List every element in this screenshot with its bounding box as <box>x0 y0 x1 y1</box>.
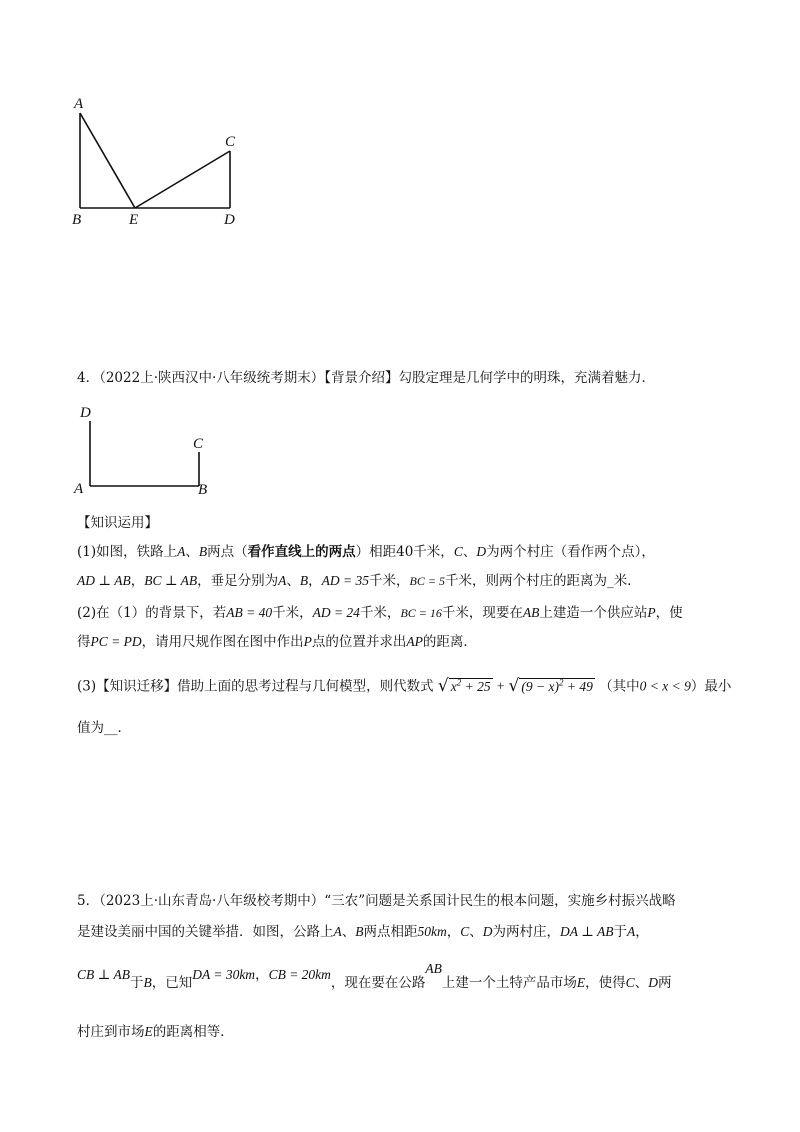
math-d: D <box>476 544 487 559</box>
label-b: B <box>198 482 208 497</box>
math-e: E <box>576 975 586 990</box>
math-bc-5: BC = 5 <box>409 574 445 588</box>
text: ，垂足分别为 <box>197 573 279 589</box>
math-cb-20km: CB = 20km <box>268 967 331 982</box>
text: ）相距40千米， <box>355 544 454 560</box>
text: 、 <box>185 544 199 560</box>
q4-number: 4． <box>77 370 100 386</box>
text: 、 <box>286 573 300 589</box>
text: 千米， <box>272 605 313 621</box>
math-c: C <box>625 975 635 990</box>
text: 千米， <box>369 573 410 589</box>
text: 于 <box>613 924 627 940</box>
q4-p2-line1 <box>77 603 683 623</box>
text: 借助上面的思考过程与几何模型，则代数式 <box>177 678 434 695</box>
text: 点的位置并求出 <box>311 634 407 650</box>
text: ， <box>255 967 269 983</box>
q5-number: 5． <box>77 893 100 909</box>
q4-p3-line1 <box>77 672 731 697</box>
label-a: A <box>74 481 84 497</box>
q4-bg-text: 勾股定理是几何学中的明珠，充满着魅力． <box>398 370 656 386</box>
q4-header <box>77 368 655 388</box>
label-d: D <box>80 405 91 421</box>
q4-p1-line1 <box>77 542 655 562</box>
text: ，已知 <box>151 975 193 991</box>
segment-ec <box>135 151 230 208</box>
text: 于 <box>129 975 144 991</box>
label-a: A <box>74 96 84 112</box>
math-ap: AP <box>406 634 423 649</box>
term: (9 − x) <box>521 678 559 694</box>
text: 、 <box>341 924 356 940</box>
text: “三农”问题是关系国计民生的根本问题，实施乡村振兴战略 <box>324 893 676 909</box>
math-d: D <box>482 924 493 939</box>
q4-p1-line2 <box>77 571 641 591</box>
math-b: B <box>143 975 152 990</box>
math-e: E <box>144 1024 153 1039</box>
text: 上建一个土特产品市场 <box>441 975 577 991</box>
text: ， <box>635 924 649 940</box>
math-ad-35: AD = 35 <box>321 573 370 588</box>
math-a: A <box>177 544 186 559</box>
math-50km: 50km <box>417 924 447 939</box>
figure-abecd <box>60 90 260 235</box>
label-b: B <box>72 212 82 228</box>
math-cb-perp-ab: CB ⊥ AB <box>77 967 130 982</box>
math-p: P <box>647 605 656 620</box>
math-pc-eq-pd: PC = PD <box>90 634 142 649</box>
text: 两点相距 <box>363 924 418 940</box>
text: 是建设美丽中国的关键举措．如图，公路上 <box>77 924 334 940</box>
text: ， <box>446 924 461 940</box>
exponent: 2 <box>456 677 462 687</box>
text: (1)如图，铁路上 <box>77 544 178 560</box>
text: （其中 <box>599 678 640 695</box>
text: 两 <box>657 975 672 991</box>
label-c: C <box>193 436 204 452</box>
text: 的距离相等． <box>152 1024 234 1040</box>
text: 为两个村庄（看作两个点）， <box>486 544 655 560</box>
math-condition: 0 < x < 9 <box>639 678 691 694</box>
math-da-perp-ab: DA ⊥ AB <box>560 924 614 939</box>
text: ）最小 <box>690 678 732 695</box>
figure-dabc <box>62 402 222 497</box>
math-ab-40: AB = 40 <box>226 605 273 620</box>
plus-sign: + <box>492 678 509 694</box>
var-x: x <box>450 678 457 694</box>
text: ， <box>308 573 322 589</box>
text: 两点（ <box>207 544 248 560</box>
label-c: C <box>225 134 236 150</box>
text: ，请用尺规作图在图中作出 <box>141 634 304 650</box>
math-bc-16: BC = 16 <box>400 606 442 620</box>
text: 为两村庄， <box>492 924 561 940</box>
math-ad-perp-ab: AD ⊥ AB <box>77 573 131 588</box>
q4-bg-tag: 【背景介绍】 <box>324 370 399 386</box>
math-da-30km: DA = 30km <box>192 967 256 982</box>
math-p: P <box>303 634 312 649</box>
text: 、 <box>462 544 477 560</box>
segment-ae <box>80 113 135 208</box>
sqrt-expression-2: √ $(9 - x)^2 + 49$ <box>508 675 593 696</box>
q4-p2-line2 <box>77 632 477 652</box>
math-b: B <box>198 544 208 559</box>
q4-knowledge-tag: 【知识运用】 <box>77 515 158 531</box>
text: 千米，则两个村庄的距离为_米． <box>444 573 641 589</box>
math-c: C <box>453 544 463 559</box>
math-ad-24: AD = 24 <box>312 605 360 620</box>
text: 村庄到市场 <box>77 1024 145 1040</box>
math-b: B <box>299 573 309 588</box>
math-a: A <box>278 573 287 588</box>
math-c: C <box>460 924 470 939</box>
q5-line3 <box>77 961 672 993</box>
text: 得 <box>77 634 91 650</box>
math-ab: AB <box>522 605 540 620</box>
const: + 25 <box>461 678 491 694</box>
math-d: D <box>648 975 658 990</box>
q4-source: （2022上·陕西汉中·八年级统考期末） <box>99 370 325 386</box>
math-a: A <box>626 924 636 939</box>
text: 上建造一个供应站 <box>539 605 648 621</box>
text: (2)在（1）的背景下，若 <box>77 605 227 621</box>
label-e: E <box>129 212 139 228</box>
text: ，使 <box>655 605 683 621</box>
q5-line1 <box>77 891 676 911</box>
label-d: D <box>224 212 235 228</box>
const: + 49 <box>563 678 593 694</box>
text: 、 <box>634 975 649 991</box>
q5-source: （2023上·山东青岛·八年级校考期中） <box>99 893 325 909</box>
math-bc-perp-ab: BC ⊥ AB <box>144 573 198 588</box>
exponent: 2 <box>558 677 564 687</box>
text: 、 <box>469 924 483 940</box>
q4-p3-line2: 值为__． <box>77 720 131 736</box>
text: 的距离． <box>422 634 477 650</box>
math-ab: AB <box>425 961 442 976</box>
transfer-tag: 【知识迁移】 <box>96 678 178 695</box>
text: (3) <box>77 678 97 695</box>
text: ，现在要在公路 <box>330 975 426 991</box>
text: ，使得 <box>585 975 626 991</box>
q5-line4 <box>77 1022 234 1042</box>
math-b: B <box>355 924 364 939</box>
text: 千米，现要在 <box>441 605 523 621</box>
sqrt-expression-1: √ $x^2 + 25$ <box>437 675 491 696</box>
text: ， <box>130 573 145 589</box>
q5-line2 <box>77 922 649 942</box>
bold-text: 看作直线上的两点 <box>247 544 356 560</box>
text: 千米， <box>359 605 401 621</box>
math-a: A <box>333 924 342 939</box>
